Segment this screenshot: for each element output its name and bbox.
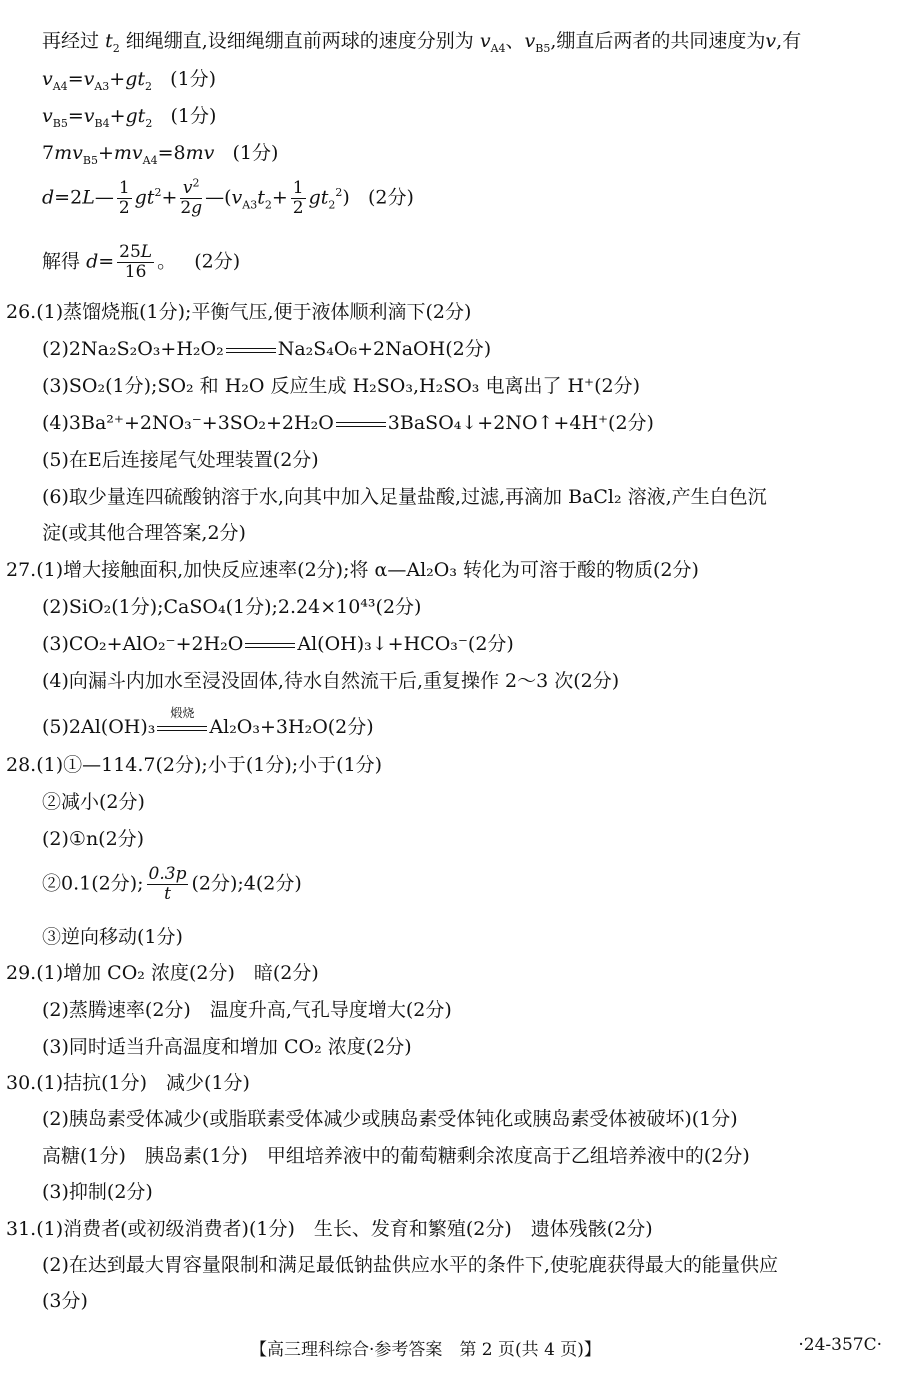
score: (2分)	[367, 186, 414, 209]
text: ②0.1(2分);	[42, 872, 144, 895]
answer-line: (3)同时适当升高温度和增加 CO₂ 浓度(2分)	[42, 1036, 412, 1058]
answer-line	[42, 414, 654, 433]
equation-line: $v_{A4}=v_{A3}+gt_2$ (1分)	[42, 68, 217, 93]
text: ,绷直后两者的共同速度为	[550, 30, 766, 52]
answer-line: (2)在达到最大胃容量限制和满足最低钠盐供应水平的条件下,使驼鹿获得最大的能量供应	[42, 1254, 778, 1276]
text: (5)2Al(OH)₃	[42, 716, 156, 738]
footer-title: 【高三理科综合·参考答案 第 2 页(共 4 页)】	[250, 1340, 601, 1360]
text: 解得	[42, 250, 81, 273]
reaction-arrow	[157, 706, 207, 735]
answer-line: (5)在E后连接尾气处理装置(2分)	[42, 449, 319, 471]
answer-line: 28.(1)①—114.7(2分);小于(1分);小于(1分)	[6, 754, 383, 776]
answer-line	[42, 340, 491, 359]
score: (1分)	[170, 68, 217, 90]
text: 再经过	[42, 30, 100, 52]
equation-line: d=2L— $\frac{1}{2}$ $gt^2+$ $\frac{v^2}{2g}$ $—(v_{A3}t_2+$ $\frac{1}{2}$ $gt_2^2$) (2分)	[42, 176, 414, 218]
text: ,有	[776, 30, 802, 52]
equals-sign	[226, 343, 276, 357]
footer-code: ·24-357C·	[798, 1335, 882, 1355]
equation-line: $v_{B5}=v_{B4}+gt_2$ (1分)	[42, 105, 217, 130]
equals-sign	[245, 638, 295, 652]
answer-line: ②减小(2分)	[42, 791, 145, 813]
answer-line: (2)SiO₂(1分);CaSO₄(1分);2.24×10⁴³(2分)	[42, 596, 422, 618]
answer-line	[42, 706, 374, 738]
answer-line: 29.(1)增加 CO₂ 浓度(2分) 暗(2分)	[6, 962, 319, 984]
answer-line	[42, 635, 514, 654]
answer-line: (3分)	[42, 1290, 88, 1312]
score: (1分)	[232, 142, 279, 164]
score: (1分)	[170, 105, 217, 127]
answer-line: (3)抑制(2分)	[42, 1181, 153, 1203]
page-footer	[0, 1335, 900, 1365]
text: (2)2Na₂S₂O₃+H₂O₂	[42, 338, 224, 360]
answer-line: 30.(1)拮抗(1分) 减少(1分)	[6, 1072, 250, 1094]
answer-line: (4)向漏斗内加水至浸没固体,待水自然流干后,重复操作 2～3 次(2分)	[42, 670, 620, 692]
answer-line	[42, 866, 302, 903]
text: 细绳绷直,设细绳绷直前两球的速度分别为	[125, 30, 474, 52]
answer-line: (6)取少量连四硫酸钠溶于水,向其中加入足量盐酸,过滤,再滴加 BaCl₂ 溶液,产生白色沉	[42, 486, 767, 508]
text: 、	[505, 30, 525, 52]
answer-line: 高糖(1分) 胰岛素(1分) 甲组培养液中的葡萄糖剩余浓度高于乙组培养液中的(2分)	[42, 1145, 750, 1167]
text: Al₂O₃+3H₂O(2分)	[209, 716, 374, 738]
answer-line: ③逆向移动(1分)	[42, 926, 183, 948]
text: Na₂S₄O₆+2NaOH(2分)	[277, 338, 492, 360]
answer-line: 再经过 $t_2$ 细绳绷直,设细绳绷直前两球的速度分别为 $v_{A4}$、$v_{B5}$,绷直后两者的共同速度为v,有	[42, 30, 802, 55]
condition-label: 煅烧	[170, 706, 195, 720]
answer-line: 26.(1)蒸馏烧瓶(1分);平衡气压,便于液体顺利滴下(2分)	[6, 301, 472, 323]
fraction-numerator: 0.3p	[148, 864, 187, 884]
answer-line: 31.(1)消费者(或初级消费者)(1分) 生长、发育和繁殖(2分) 遗体残骸(2分)	[6, 1218, 653, 1240]
answer-line: 淀(或其他合理答案,2分)	[42, 522, 246, 544]
answer-line: (2)胰岛素受体减少(或脂联素受体减少或胰岛素受体钝化或胰岛素受体被破坏)(1分)	[42, 1108, 738, 1130]
answer-line: (2)①n(2分)	[42, 828, 145, 850]
answer-line: (3)SO₂(1分);SO₂ 和 H₂O 反应生成 H₂SO₃,H₂SO₃ 电离出了 H⁺(2分)	[42, 375, 640, 397]
score: (2分)	[194, 250, 241, 273]
answer-line: 27.(1)增大接触面积,加快反应速率(2分);将 α—Al₂O₃ 转化为可溶于酸的物质(2分)	[6, 559, 699, 581]
answer-line: (2)蒸腾速率(2分) 温度升高,气孔导度增大(2分)	[42, 999, 452, 1021]
equals-sign	[336, 417, 386, 431]
text: (3)CO₂+AlO₂⁻+2H₂O	[42, 633, 244, 655]
equation-line: 解得 d= $\frac{25L}{16}$ 。 (2分)	[42, 242, 241, 282]
text: (4)3Ba²⁺+2NO₃⁻+3SO₂+2H₂O	[42, 412, 334, 434]
equation-line: $7mv_{B5}+mv_{A4}=8mv$ (1分)	[42, 142, 279, 167]
fraction-denominator: t	[164, 884, 171, 904]
text: (2分);4(2分)	[191, 872, 302, 895]
text: 3BaSO₄↓+2NO↑+4H⁺(2分)	[387, 412, 654, 434]
text: Al(OH)₃↓+HCO₃⁻(2分)	[297, 633, 514, 655]
